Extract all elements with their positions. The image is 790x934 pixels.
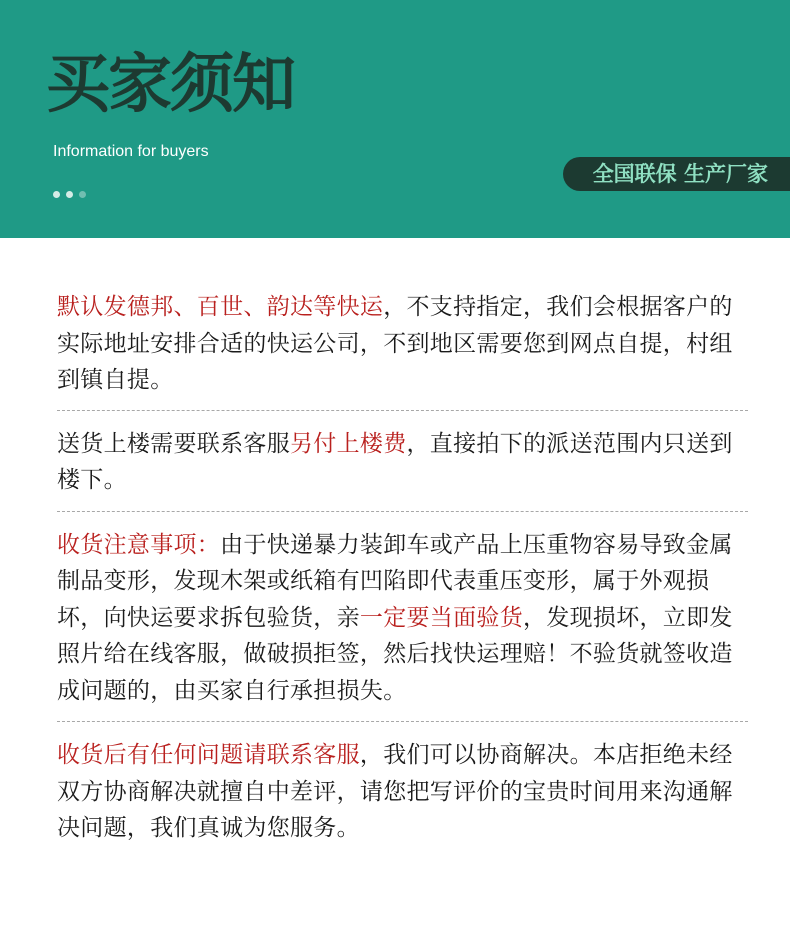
divider xyxy=(57,721,748,722)
highlight-text: 一定要当面验货 xyxy=(359,604,524,631)
highlight-text: 收货注意事项： xyxy=(57,531,221,558)
page-title: 买家须知 xyxy=(46,47,294,122)
body-text: ，发现损坏，立即发照片给在线客服，做破损拒签，然后找快运理赔！不验货就签收造成问题的，由买家自行承担损失。 xyxy=(57,604,733,704)
highlight-text: 另付上楼费 xyxy=(290,430,407,457)
body-text: ，直接拍下的派送范围内只送到楼下。 xyxy=(57,430,733,493)
divider xyxy=(57,410,748,411)
header-banner xyxy=(0,0,790,238)
upstairs-delivery-notice xyxy=(57,426,748,499)
body-text: ，不支持指定，我们会根据客户的实际地址安排合适的快运公司，不到地区需要您到网点自提，村组到镇自提。 xyxy=(57,294,733,393)
shipping-notice xyxy=(57,289,748,399)
guarantee-badge: 全国联保 生产厂家 xyxy=(563,157,790,191)
carousel-dot[interactable] xyxy=(66,191,73,198)
receiving-notice xyxy=(57,527,748,710)
page-subtitle: Information for buyers xyxy=(53,143,209,160)
body-text: 送货上楼需要联系客服 xyxy=(57,430,290,457)
carousel-dot[interactable] xyxy=(79,191,86,198)
notice-content xyxy=(57,289,748,847)
carousel-dot[interactable] xyxy=(53,191,60,198)
highlight-text: 默认发德邦、百世、韵达等快运 xyxy=(57,294,384,320)
highlight-text: 收货后有任何问题请联系客服 xyxy=(57,742,360,768)
body-text: 由于快递暴力装卸车或产品上压重物容易导致金属制品变形，发现木架或纸箱有凹陷即代表重压变形，属于外观损坏，向快运要求拆包验货，亲 xyxy=(57,531,733,631)
body-text: ，我们可以协商解决。本店拒绝未经双方协商解决就擅自中差评，请您把写评价的宝贵时间用来沟通解决问题，我们真诚为您服务。 xyxy=(57,742,733,841)
after-sales-notice xyxy=(57,737,748,847)
divider xyxy=(57,511,748,512)
